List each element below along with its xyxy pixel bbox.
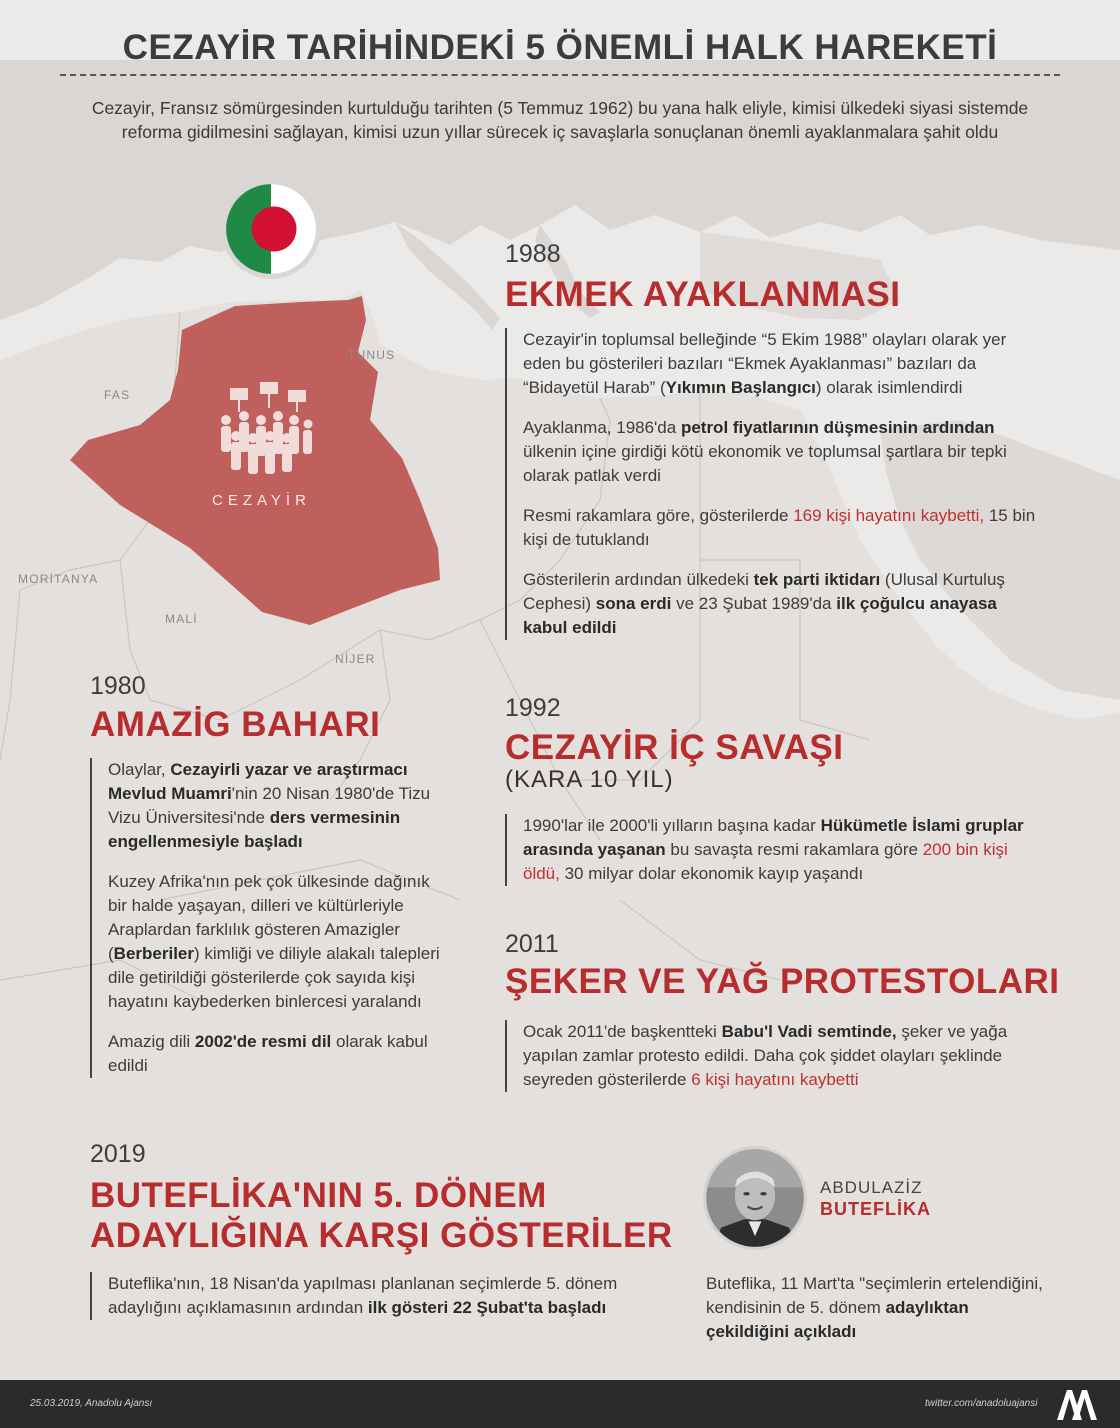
map-label-moritanya: MORİTANYA: [18, 572, 99, 586]
map-label-nijer: NİJER: [335, 652, 376, 666]
country-label-algeria: CEZAYİR: [212, 492, 311, 509]
event-2019-paragraph-1: Buteflika'nın, 18 Nisan'da yapılması planlanan seçimlerde 5. dönem adaylığını açıklamasının ardından ilk gösteri 22 Şubat'ta başladı: [108, 1274, 618, 1317]
event-1988-heading: EKMEK AYAKLANMASI: [505, 275, 901, 314]
event-1992-heading: CEZAYİR İÇ SAVAŞI: [505, 728, 844, 767]
event-2019-heading-line2: ADAYLIĞINA KARŞI GÖSTERİLER: [90, 1216, 673, 1255]
event-1980-body: [90, 758, 448, 1078]
event-1992-subheading: (KARA 10 YIL): [505, 766, 674, 793]
event-1988-body: [505, 328, 1043, 640]
title-divider: [60, 74, 1060, 76]
event-1980-paragraph-1: Olaylar, Cezayirli yazar ve araştırmacı Mevlud Muamri'nin 20 Nisan 1980'de Tizu Vizu Üniversitesi'nde ders vermesinin engellenmesiyle başladı: [108, 760, 431, 851]
event-1980-heading: AMAZİG BAHARI: [90, 705, 381, 744]
map-label-tunus: TUNUS: [348, 348, 396, 362]
event-1980-paragraph-3: Amazig dili 2002'de resmi dil olarak kabul edildi: [108, 1032, 428, 1075]
person-first-name: ABDULAZİZ: [820, 1178, 923, 1197]
map-label-mali: MALİ: [165, 612, 198, 626]
event-2019-year: 2019: [90, 1140, 146, 1168]
event-1980-paragraph-2: Kuzey Afrika'nın pek çok ülkesinde dağınık bir halde yaşayan, dilleri ve kültürleriyle Araplardan farklılık gösteren Amazigler (Berberiler) kimliği ve diliyle alakalı talepleri dile getirildiği gösterilerde çok sayıda kişi hayatını kaybederken binlercesi yaralandı: [108, 872, 440, 1011]
event-2019-heading-line1: BUTEFLİKA'NIN 5. DÖNEM: [90, 1176, 547, 1215]
event-1988-paragraph-4: Gösterilerin ardından ülkedeki tek parti iktidarı (Ulusal Kurtuluş Cephesi) sona erdi ve 23 Şubat 1989'da ilk çoğulcu anayasa kabul edildi: [523, 570, 1005, 637]
event-1980-year: 1980: [90, 672, 146, 700]
event-2011-body: [505, 1020, 1043, 1092]
page-title: CEZAYİR TARİHİNDEKİ 5 ÖNEMLİ HALK HAREKETİ: [122, 28, 998, 67]
portrait-photo: [702, 1145, 808, 1251]
event-2019-body: [90, 1272, 618, 1320]
aa-logo-icon: [1055, 1386, 1101, 1422]
map-label-fas: FAS: [104, 388, 131, 402]
footer-date-source: 25.03.2019, Anadolu Ajansı: [30, 1398, 153, 1409]
event-1988-paragraph-3: Resmi rakamlara göre, gösterilerde 169 kişi hayatını kaybetti, 15 bin kişi de tutuklandı: [523, 506, 1036, 549]
event-2011-paragraph-1: Ocak 2011'de başkentteki Babu'l Vadi semtinde, şeker ve yağa yapılan zamlar protesto edildi. Daha çok şiddet olayları şeklinde seyreden gösterilerde 6 kişi hayatını kaybetti: [523, 1022, 1008, 1089]
person-last-name: BUTEFLİKA: [820, 1199, 931, 1219]
footer-twitter-link[interactable]: twitter.com/anadoluajansi: [925, 1398, 1038, 1409]
event-1992-paragraph-1: 1990'lar ile 2000'li yılların başına kadar Hükümetle İslami gruplar arasında yaşanan bu savaşta resmi rakamlara göre 200 bin kişi öldü, 30 milyar dolar ekonomik kayıp yaşandı: [523, 816, 1024, 883]
event-1988-paragraph-2: Ayaklanma, 1986'da petrol fiyatlarının düşmesinin ardından ülkenin içine girdiği kötü ekonomik ve toplumsal şartlara bir tepki olarak patlak verdi: [523, 418, 1007, 485]
event-1988-paragraph-1: Cezayir'in toplumsal belleğinde “5 Ekim 1988” olayları olarak yer eden bu gösterileri bazıları “Ekmek Ayaklanması” bazıları da “Bidayetül Harab” (Yıkımın Başlangıcı) olarak isimlendirdi: [523, 330, 1007, 397]
protest-crowd-icon: [216, 380, 316, 480]
event-1988-year: 1988: [505, 240, 561, 268]
event-1992-year: 1992: [505, 694, 561, 722]
event-2011-heading: ŞEKER VE YAĞ PROTESTOLARI: [505, 962, 1060, 1001]
person-statement: Buteflika, 11 Mart'ta "seçimlerin ertelendiğini, kendisinin de 5. dönem adaylıktan çekildiğini açıkladı: [706, 1274, 1043, 1341]
algeria-flag-icon: [220, 178, 322, 280]
event-2011-year: 2011: [505, 930, 559, 958]
event-1992-body: [505, 814, 1043, 886]
footer-bar: [0, 1380, 1120, 1428]
intro-text: Cezayir, Fransız sömürgesinden kurtulduğu tarihten (5 Temmuz 1962) bu yana halk eliyle, kimisi ülkedeki siyasi sistemde reforma gidilmesini sağlayan, kimisi uzun yıllar sürecek iç savaşlarla sonuçlanan önemli ayaklanmalara şahit oldu: [91, 98, 1029, 142]
